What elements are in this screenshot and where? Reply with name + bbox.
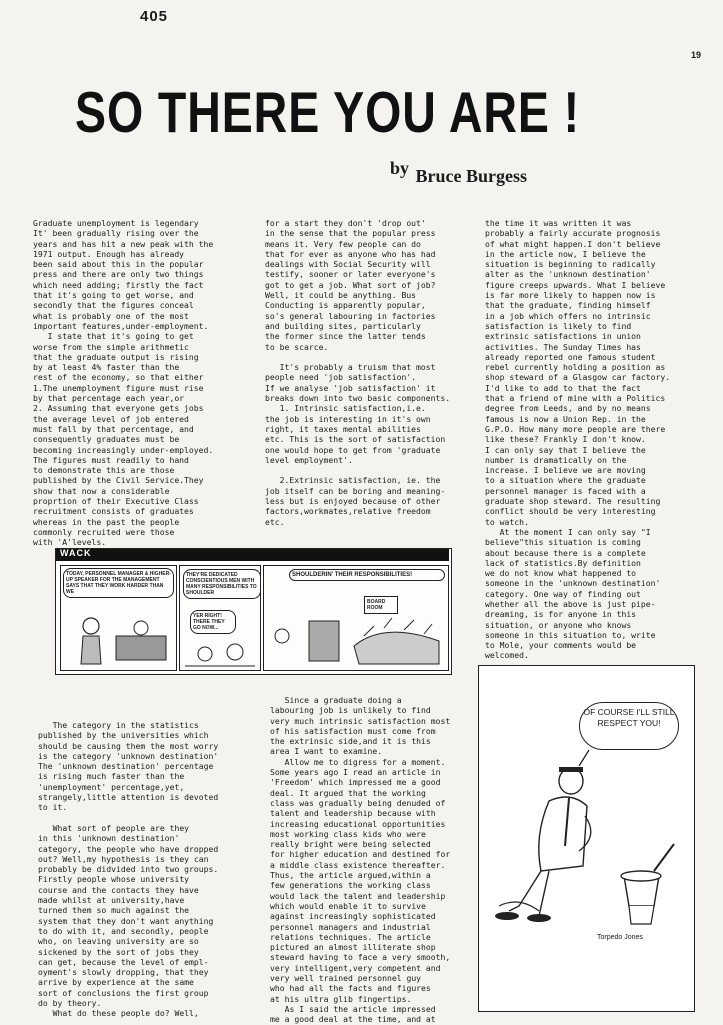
page-number: 405 xyxy=(140,8,169,25)
comic-bubble-2: THEY'RE DEDICATED CONSCIENTIOUS MEN WITH MANY RESPONSIBILITIES TO SHOULDER xyxy=(183,569,261,599)
comic-title-band xyxy=(56,549,449,561)
comic-panel-1 xyxy=(60,565,177,671)
article-column-2: for a start they don't 'drop out' in the sense that the popular press means it. Very few people can do that for ever as anyone who has had dealings with Social Security will testify, sooner or later everyone's got to get a job. What sort of job? Well, it could be anything. Bus Conducting is apparently popular, so's general labouring in factories and building sites, particularly the former since the latter tends to be scarce. It's probably a truism that most people need 'job satisfaction'. If we analyse 'job satisfaction' it breaks down into two basic components. 1. Intrinsic satisfaction,i.e. the job is interesting in it's own right, it taxes mental abilities etc. This is the sort of satisfaction one would hope to get from 'graduate level employment'. 2.Extrinsic satisfaction, ie. the job itself can be boring and meaning- less but is enjoyed because of other factors,workmates,relative freedom etc. xyxy=(265,218,451,527)
cartoon-drawing xyxy=(479,666,694,1011)
article-column-5: Since a graduate doing a labouring job is unlikely to find very much intrinsic satisfaction most of his satisfaction must come from the extrinsic side,and it is this area I want to examine. Allow me to digress for a moment. Some years ago I read an article in 'Freedom' which impressed me a good deal. It argued that the working class was gradually being denuded of talent and leadership because with increasing educational opportunities most working class kids who were really bright were being selected for higher education and destined for a middle class existence thereafter. Thus, the article argued,within a few generations the working class would lack the talent and leadership which would enable it to survive against increasingly sophisticated personnel managers and industrial relations techniques. The article pictured an almost illiterate shop steward having to face a very smooth, very intelligent,very competent and very well trained personnel guy who had all the facts and figures at his ultra glib fingertips. As I said the article impressed me a good deal at the time, and at xyxy=(270,695,451,1025)
article-column-3: the time it was written it was probably a fairly accurate prognosis of what might happen.I don't believe in the article now, I believe the situation is beginning to radically alter as the 'unknown destination' figure creeps upwards. What I believe is far more likely to happen now is that the graduate, finding himself in a job which offers no intrinsic satisfaction is likely to find extrinsic satisfactions in union activities. The Sunday Times has already reported one famous student rebel currently holding a position as shop steward of a Glasgow car factory. I'd like to add to that the fact that a friend of mine with a Politics degree from Leeds, and by no means famous is now a Union Rep. in the G.P.O. How many more people are there like these? Frankly I don't know. I can only say that I believe the number is dramatically on the increase. I believe we are moving to a situation where the graduate personnel manager is faced with a graduate shop steward. The resulting conflict should be very interesting to watch. At the moment I can only say "I believe"this situation is coming about because there is a complete lack of statistics.By definition we do not know what happened to someone in the 'unknown destination' category. One way of finding out whether all the above is just pipe- dreaming, is for anyone in this situation, or anyone who knows someone in this situation to, write to Mole, your comments would be welcomed. xyxy=(485,218,671,661)
cartoon-signature: Torpedo Jones xyxy=(597,934,643,941)
byline-author: Bruce Burgess xyxy=(415,166,528,186)
article-headline: SO THERE YOU ARE ! xyxy=(75,80,581,145)
comic-strip xyxy=(55,548,452,675)
comic-title: WACK xyxy=(60,548,92,558)
comic-bubble-1: TODAY, PERSONNEL MANAGER & HIGHER-UP SPEAKER FOR THE MANAGEMENT SAYS THAT THEY WORK HARDER THAN WE xyxy=(63,568,174,598)
comic-sign: BOARD ROOM xyxy=(364,596,398,614)
cartoon-illustration xyxy=(478,665,695,1012)
comic-panel-2 xyxy=(179,565,261,671)
comic-figures-2 xyxy=(180,566,260,670)
comic-figures-1 xyxy=(61,566,176,670)
byline xyxy=(390,158,528,186)
comic-caption: SHOULDERIN' THEIR RESPONSIBILITIES! xyxy=(289,569,445,581)
cartoon-speech-bubble: OF COURSE I'LL STILL RESPECT YOU! xyxy=(579,702,679,750)
comic-figures-3 xyxy=(264,566,448,670)
corner-page-number: 19 xyxy=(690,50,701,60)
article-column-1: Graduate unemployment is legendary It' been gradually rising over the years and has hit a new peak with the 1971 output. Enough has already been said about this in the popular press and there are only two things which need adding; firstly the fact that it's going to get worse, and secondly that the figures conceal what is probably one of the most important features,under-employment. I state that it's going to get worse from the simple arithmetic that the graduate output is rising by at least 4% faster than the rest of the economy, so that either 1.The unemployment figure must rise by that percentage each year,or 2. Assuming that everyone gets jobs the average level of job entered must fall by that percentage, and consequently graduates must be becoming increasingly under-employed. The figures must readily to hand to demonstrate this are those published by the Civil Service.They show that now a considerable proprtion of their Executive Class recruitment consists of graduates whereas in the past the people commonly recruited were those with 'A'levels. xyxy=(33,218,214,548)
comic-bubble-3: YER RIGHT! THERE THEY GO NOW... xyxy=(190,610,236,634)
comic-panel-3 xyxy=(263,565,449,671)
article-column-4: The category in the statistics published by the universities which should be causing them the most worry is the category 'unknown destination' The 'unknown destination' percentage is rising much faster than the 'unemployment' percentage,yet, strangely,little attention is devoted to it. What sort of people are they in this 'unknown destination' category, the people who have dropped out? Well,my hypothesis is they can probably be didvided into two groups. Firstly people whose university course and the contacts they have made whilst at university,have turned them so much against the system that they don't want anything to do with it, and secondly, people who, on leaving university are so sickened by the sort of jobs they can get, because the level of empl- oyment's slowly dropping, that they arrive by experience at the same sort of conclusions the first group do by theory. What do these people do? Well, xyxy=(38,720,219,1019)
byline-by: by xyxy=(390,158,410,178)
